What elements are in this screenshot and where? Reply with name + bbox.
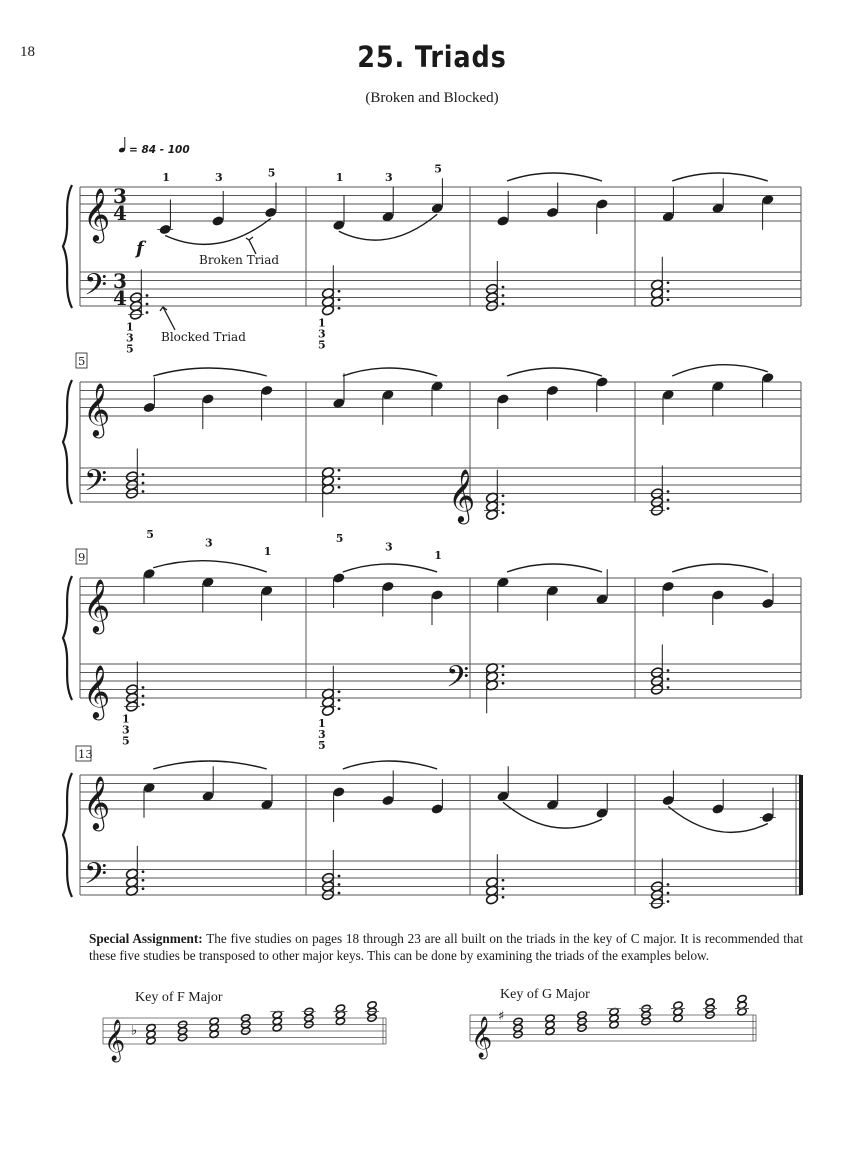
key-label-f-major: Key of F Major <box>135 990 223 1005</box>
augmentation-dot <box>667 281 670 284</box>
special-assignment-label: Special Assignment: <box>89 931 203 946</box>
augmentation-dot <box>142 870 145 873</box>
arrow-head-icon <box>246 237 253 240</box>
treble-clef-icon: 𝄞 <box>83 664 111 718</box>
bass-clef-icon: 𝄢 <box>84 268 108 310</box>
finger-number: 3 <box>385 540 393 554</box>
augmentation-dot <box>338 707 341 710</box>
finger-number: 5 <box>126 342 134 356</box>
treble-clef-icon: 𝄞 <box>104 1020 126 1061</box>
augmentation-dot <box>142 695 145 698</box>
measure-13 <box>125 761 273 897</box>
treble-staff <box>80 187 801 221</box>
lower-staff <box>80 272 801 306</box>
slur <box>507 173 602 181</box>
annotations <box>160 237 279 344</box>
augmentation-dot <box>338 290 341 293</box>
finger-number: 5 <box>318 338 326 352</box>
dynamic-forte: f <box>136 238 144 259</box>
measure-15 <box>485 766 608 905</box>
augmentation-dot <box>502 494 505 497</box>
augmentation-dot <box>338 469 341 472</box>
tempo-marking <box>118 137 189 156</box>
augmentation-dot <box>338 690 341 693</box>
augmentation-dot <box>502 503 505 506</box>
whole-note <box>705 998 715 1007</box>
whole-note <box>737 994 747 1003</box>
augmentation-dot <box>667 686 670 689</box>
augmentation-dot <box>667 298 670 301</box>
measure-5 <box>125 368 273 499</box>
measure-number: 5 <box>78 354 86 368</box>
treble-staff <box>80 775 801 809</box>
slur <box>153 368 267 376</box>
page-number: 18 <box>20 44 35 60</box>
finger-number: 1 <box>335 171 344 184</box>
arrow-broken-triad-icon <box>249 240 256 254</box>
slur <box>507 564 602 572</box>
measure-16 <box>649 771 776 910</box>
augmentation-dot <box>667 490 670 493</box>
finger-number: 3 <box>126 331 134 345</box>
blocked-triad-label: Blocked Triad <box>161 330 246 344</box>
measure-number: 9 <box>78 550 86 564</box>
finger-number: 1 <box>126 320 134 334</box>
bass-clef-icon: 𝄢 <box>84 857 108 899</box>
augmentation-dot <box>142 879 145 882</box>
lower-staff <box>80 468 801 502</box>
finger-number: 1 <box>122 712 130 726</box>
system-2 <box>63 353 801 524</box>
systems-layer <box>63 162 803 909</box>
augmentation-dot <box>146 303 149 306</box>
augmentation-dot <box>142 703 145 706</box>
finger-number: 3 <box>385 170 393 184</box>
slur <box>672 564 768 572</box>
treble-clef-icon: 𝄞 <box>83 775 111 829</box>
finger-number: 5 <box>146 527 154 541</box>
finger-number: 5 <box>335 532 344 545</box>
page-title: 25. Triads <box>357 40 507 74</box>
finger-number: 5 <box>122 734 130 748</box>
augmentation-dot <box>502 682 505 685</box>
augmentation-dot <box>667 883 670 886</box>
augmentation-dot <box>502 511 505 514</box>
augmentation-dot <box>338 875 341 878</box>
augmentation-dot <box>338 486 341 489</box>
brace-icon <box>63 185 72 308</box>
augmentation-dot <box>667 669 670 672</box>
treble-clef-icon: 𝄞 <box>83 187 111 241</box>
augmentation-dot <box>667 900 670 903</box>
augmentation-dot <box>142 490 145 493</box>
finger-number: 1 <box>318 316 326 330</box>
augmentation-dot <box>667 499 670 502</box>
measure-4 <box>650 173 774 308</box>
augmentation-dot <box>146 311 149 314</box>
bass-clef-icon: 𝄢 <box>446 660 470 702</box>
key-example-2 <box>470 994 756 1059</box>
measure-number: 13 <box>78 747 93 761</box>
page-subtitle: (Broken and Blocked) <box>365 90 499 106</box>
augmentation-dot <box>338 699 341 702</box>
slur <box>672 173 768 181</box>
final-barline-thick <box>799 775 803 895</box>
treble-clef-icon: 𝄞 <box>448 468 476 522</box>
slur <box>153 561 267 572</box>
lower-staff <box>80 664 801 698</box>
augmentation-dot <box>502 879 505 882</box>
augmentation-dot <box>502 887 505 890</box>
flat-icon: ♭ <box>131 1023 138 1039</box>
bass-clef-icon: 𝄢 <box>84 464 108 506</box>
measure-2 <box>318 162 444 351</box>
special-assignment-text: The five studies on pages 18 through 23 are all built on the triads in the key of C major. It is recommended that these five studies be transposed to other major keys. This can be done by examining the triads of the examples below. <box>89 931 803 963</box>
time-sig-bottom: 4 <box>113 286 127 310</box>
finger-number: 1 <box>318 716 326 730</box>
brace-icon <box>63 773 72 897</box>
finger-number: 5 <box>318 738 326 752</box>
system-3 <box>63 528 801 752</box>
augmentation-dot <box>142 887 145 890</box>
whole-note <box>367 1001 377 1010</box>
augmentation-dot <box>502 303 505 306</box>
augmentation-dot <box>142 482 145 485</box>
slur <box>343 564 437 572</box>
augmentation-dot <box>667 892 670 895</box>
brace-icon <box>63 380 72 504</box>
augmentation-dot <box>142 473 145 476</box>
arrow-blocked-triad-icon <box>163 307 175 330</box>
measure-3 <box>485 173 608 312</box>
augmentation-dot <box>502 896 505 899</box>
key-label-g-major: Key of G Major <box>500 987 590 1002</box>
finger-number: 1 <box>434 549 442 562</box>
tempo-text: = 84 - 100 <box>129 144 190 156</box>
finger-number: 3 <box>318 727 326 741</box>
finger-number: 5 <box>434 162 442 176</box>
augmentation-dot <box>502 673 505 676</box>
finger-number: 3 <box>205 536 213 550</box>
sharp-icon: ♯ <box>498 1009 505 1025</box>
slur <box>343 761 437 769</box>
finger-number: 5 <box>267 166 276 180</box>
key-example-1 <box>103 1001 386 1062</box>
slur <box>507 368 602 376</box>
finger-number: 3 <box>122 723 130 737</box>
finger-number: 1 <box>162 171 170 184</box>
augmentation-dot <box>142 686 145 689</box>
treble-clef-icon: 𝄞 <box>471 1017 493 1058</box>
measure-10 <box>318 532 444 752</box>
special-assignment <box>89 930 803 964</box>
finger-number: 3 <box>215 171 223 184</box>
slur <box>343 368 437 376</box>
augmentation-dot <box>338 307 341 310</box>
time-sig-top: 3 <box>113 184 127 208</box>
slur <box>672 365 768 376</box>
augmentation-dot <box>338 883 341 886</box>
measure-12 <box>650 564 774 695</box>
augmentation-dot <box>667 507 670 510</box>
lower-staff <box>80 861 801 895</box>
measure-14 <box>321 761 444 901</box>
augmentation-dot <box>667 290 670 293</box>
broken-triad-label: Broken Triad <box>199 253 280 267</box>
treble-clef-icon: 𝄞 <box>83 578 111 632</box>
finger-number: 3 <box>318 327 326 341</box>
augmentation-dot <box>502 665 505 668</box>
time-sig-bottom: 4 <box>113 201 127 225</box>
augmentation-dot <box>502 286 505 289</box>
finger-number: 1 <box>263 544 272 558</box>
system-4 <box>63 746 803 909</box>
measure-7 <box>448 368 609 524</box>
augmentation-dot <box>338 892 341 895</box>
augmentation-dot <box>146 294 149 297</box>
time-sig-top: 3 <box>113 269 127 293</box>
treble-clef-icon: 𝄞 <box>83 382 111 436</box>
brace-icon <box>63 576 72 700</box>
measure-9 <box>122 528 274 748</box>
augmentation-dot <box>338 477 341 480</box>
augmentation-dot <box>338 298 341 301</box>
slur <box>153 761 267 769</box>
augmentation-dot <box>667 678 670 681</box>
augmentation-dot <box>502 294 505 297</box>
